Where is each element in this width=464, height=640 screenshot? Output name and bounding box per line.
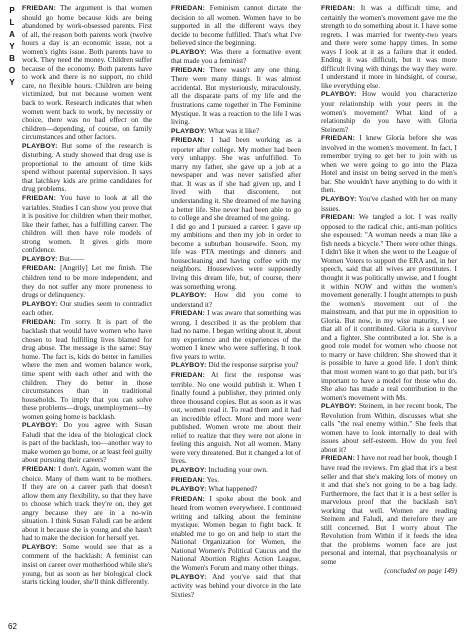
speaker-label: FRIEDAN:: [171, 476, 206, 484]
article-column-3: [321, 4, 457, 632]
paragraph-text: Was there a formative event that made you a feminist?: [171, 46, 301, 66]
speaker-label: FRIEDAN:: [22, 195, 57, 203]
article-column-2: [171, 4, 301, 632]
paragraph-text: Did the response surprise you?: [206, 360, 299, 370]
speaker-label: PLAYBOY:: [171, 127, 207, 135]
paragraph-text: What happened?: [206, 484, 258, 494]
speaker-label: PLAYBOY:: [22, 300, 58, 308]
continuation-text: (concluded on page 149): [384, 565, 457, 575]
paragraph: [171, 309, 301, 361]
paragraph: [22, 543, 152, 587]
paragraph: [171, 136, 301, 222]
speaker-label: FRIEDAN:: [22, 265, 57, 273]
speaker-label: PLAYBOY:: [22, 543, 58, 551]
paragraph: [22, 264, 152, 299]
paragraph-text: But——: [57, 253, 85, 263]
speaker-label: PLAYBOY:: [171, 48, 207, 56]
paragraph: [22, 300, 152, 318]
paragraph: [171, 573, 301, 600]
paragraph-text: Some would see that as a comment of the backlash: A feminist can insist on career over motherhood while she's young, but as soon as her biological clock starts ticking louder, she'll think differently.: [22, 541, 152, 587]
paragraph-text: And you've said that that activity was behind your divorce in the late Sixties?: [171, 571, 301, 599]
speaker-label: FRIEDAN:: [22, 318, 57, 326]
paragraph-text: Feminism cannot dictate the decision to all women. Women have to be supported in all the different ways they decide to become fulfilled. That's what I've believed since the beginning.: [171, 4, 301, 48]
paragraph: [171, 495, 301, 573]
speaker-label: FRIEDAN:: [171, 66, 206, 74]
paragraph-text: You have to look at all the variables. Studies I can show you prove that it is positive for children when their mother, like their father, has a fulfilling career. The children will then have role models of strong women. It gives girls more confidence.: [22, 193, 152, 255]
page-number: 62: [8, 622, 17, 631]
speaker-label: FRIEDAN:: [321, 455, 356, 463]
paragraph: [171, 371, 301, 466]
speaker-label: PLAYBOY:: [171, 486, 207, 494]
magazine-name-vertical: [6, 6, 18, 90]
paragraph-text: There wasn't any one thing. There were many things. It was almost accidental. But mysteriously, miraculously, all the disparate parts of my life and the frustrations came together in The Feminine Mystique. It was a reaction to the life I was living.: [171, 64, 301, 127]
paragraph-text: How did you come to understand it?: [171, 290, 301, 309]
paragraph: [321, 134, 457, 195]
speaker-label: FRIEDAN:: [22, 5, 57, 12]
speaker-label: PLAYBOY:: [171, 292, 207, 300]
paragraph: [22, 465, 152, 543]
paragraph: [321, 402, 457, 454]
paragraph: [22, 318, 152, 422]
paragraph-text: How would you characterize your relationship with your peers in the women's movement? What kind of a relationship do you have with Gloria Steinem?: [321, 89, 457, 134]
speaker-label: PLAYBOY:: [22, 255, 58, 263]
paragraph: [22, 194, 152, 255]
paragraph: [171, 291, 301, 309]
speaker-label: FRIEDAN:: [321, 214, 356, 222]
paragraph-text: I spoke about the book and heard from women everywhere. I continued writing and talking about the feminine mystique. Women began to fight back. It enabled me to go on and help to start the National Organization for Women, the National Women's Political Caucus and the National Abortion Rights Action League, the Women's Forum and many other things.: [171, 493, 301, 572]
paragraph-text: I'm sorry. It is part of the backlash that would have women who have chosen to lead fulfilling lives blamed for drug abuse. The message is the same: Stay home. The fact is, kids do better in families where the men and women balance work, time spent with each other and with the children. They do better in those circumstances than in traditional households. To imply that you can solve these problems—drugs, unemployment—by women going home is backlash.: [22, 316, 152, 421]
paragraph-text: I have not read her book, though I have read the reviews. I'm glad that it's a best seller and that she's making lots of money on it and that she's not going to be a bag lady. Furthermore, the fact that it is a best seller is marvelous proof that the backlash isn't working that well. Women are reading Steinem and Faludi, and therefore they are still concerned. But I worry about The Revolution from Within if it feeds the idea that the problems women face are just personal and internal, that psychoanalysis or some: [321, 453, 457, 566]
speaker-label: PLAYBOY:: [171, 466, 207, 474]
speaker-label: PLAYBOY:: [22, 142, 58, 150]
paragraph-text: Steinem, in her recent book, The Revolution from Within, discusses what she calls "the real enemy within." She feels that women have to look internally to deal with issues about self-esteem. How do you feel about it?: [321, 401, 457, 454]
paragraph: [171, 223, 301, 291]
article-column-1: [22, 4, 152, 632]
speaker-label: PLAYBOY:: [321, 91, 357, 99]
paragraph-text: [Angrily] Let me finish. The children tend to be more independent, and they do not suffer any more proneness to drugs or delinquency.: [22, 263, 152, 300]
paragraph-text: The argument is that women should go home because kids are being abandoned by work-obsessed parents. First of all, the reason both parents work (twelve hours a day is an economic issue, not a women's rights issue. Both parents have to work. They need the money. Children suffer because of the economy. Both parents have to work and there is no support, no child care, no flexible hours. Children are being victimized, but not because women went back to work. Research indicates that when women went back to work, by necessity or choice, there was no bad effect on the children—depending, of course, on family circumstances and other factors.: [22, 4, 152, 142]
speaker-label: PLAYBOY:: [171, 362, 207, 370]
speaker-label: PLAYBOY:: [321, 196, 357, 204]
paragraph-text: I had been working as a reporter after college. My mother had been very unhappy. She was unfulfilled. To marry my father, she gave up a job at a newspaper and was never satisfied after that. It was as if she had given up, and I lived with that discontent, not understanding it. She dreamed of me having a better life. She never had been able to go to college and she dreamed of me going.: [171, 135, 301, 223]
paragraph: [321, 454, 457, 566]
speaker-label: FRIEDAN:: [321, 135, 356, 143]
paragraph-text: Do you agree with Susan Faludi that the idea of the biological clock is part of the backlash, too—another way to make women go home, or at least feel guilty about pursuing their careers?: [22, 420, 152, 465]
speaker-label: FRIEDAN:: [321, 5, 356, 12]
paragraph: [171, 66, 301, 127]
speaker-label: FRIEDAN:: [171, 495, 206, 503]
paragraph-text: It was a difficult time, and certainly the women's movement gave me the strength to do something about it. I have some regrets. I was married for twenty-two years and there were some happy times. In some ways I look at it as a failure that it ended. Ending it was difficult, but it was more difficult living with things the way they were. I understand it more in hindsight, of course, like everything else.: [321, 4, 457, 90]
speaker-label: PLAYBOY:: [171, 573, 207, 581]
continuation-text: I did go and I pursued a career. I gave up my ambitions and then my job in order to become a suburban housewife. Soon, my life was PTA meetings and dinners and housecleaning and having coffee with my neighbors. Housewives were supposedly living this dream life, but, of course, there was something wrong.: [171, 221, 301, 291]
paragraph-text: I don't. Again, women want the choice. Many of them want to be mothers. If they are on a career path that doesn't allow them any flexibility, so that they have to choose which track they're on, they get angry because they are in a no-win situation. I think Susan Faludi can be ardent about it because she is young and she hasn't had to make the decision for herself yet.: [22, 463, 152, 543]
paragraph: [171, 4, 301, 48]
paragraph-text: You've clashed with her on many issues.: [321, 194, 457, 213]
speaker-label: FRIEDAN:: [171, 5, 206, 12]
paragraph: [171, 48, 301, 66]
paragraph-text: Including your own.: [206, 464, 268, 474]
speaker-label: FRIEDAN:: [171, 137, 206, 145]
paragraph-text: Our studies seem to contradict each other.: [22, 298, 152, 318]
paragraph-text: At first the response was terrible. No one would publish it. When I finally found a publisher, they printed only three thousand copies. But as soon as it was out, women read it. To read them and it had an incredible effect. More and more were published. Women wrote me about their relief to realize that they were not alone in feeling this anguish. Not all women. Many were very threatened. But it changed a lot of lives.: [171, 369, 301, 466]
paragraph: [22, 421, 152, 465]
magazine-name: PLAYBOY: [7, 6, 17, 90]
paragraph: [321, 90, 457, 134]
paragraph-text: What was it like?: [206, 125, 260, 135]
paragraph: [321, 567, 457, 576]
speaker-label: PLAYBOY:: [321, 403, 357, 411]
speaker-label: FRIEDAN:: [171, 310, 206, 318]
paragraph: [321, 4, 457, 90]
speaker-label: FRIEDAN:: [171, 371, 206, 379]
paragraph: [22, 142, 152, 194]
speaker-label: FRIEDAN:: [22, 465, 57, 473]
paragraph-text: But some of the research is disturbing. A study showed that drug use is proportional to the amount of time kids spend without parental supervision. It says that latchkey kids are prime candidates for drug problems.: [22, 140, 152, 194]
paragraph-text: I knew Gloria before she was involved in the women's movement. In fact, I remember trying to get her to join with us when we were going to go into the Plaza Hotel and insist on being served in the men's bar. She wouldn't have anything to do with it then.: [321, 133, 457, 195]
paragraph-text: We tangled a lot. I was really opposed to the radical chic, anti-man politics she espoused: "A woman needs a man like a fish needs a bicycle." There were other things. I didn't like it when she went to the League of Women Voters to support the ERA and, in her speech, said that all wives are prostitutes. I thought it was politically unwise, and I fought it within NOW and within the women's movement generally. I fought attempts to push the women's movement out of the mainstream, and that put me in opposition to Gloria. But now, in my wise maturity, I see that all of it contributed. Gloria is a survivor and a fighter. She contributed a lot. She is a good role model for women who choose not to marry or have children. She showed that it is possible to have a good life. I don't think that most women want to go that path, but it's important to have a model for those who do. She also has made a real contribution to the women's movement with Ms.: [321, 212, 457, 402]
paragraph: [171, 466, 301, 476]
paragraph: [321, 213, 457, 402]
paragraph: [22, 4, 152, 142]
paragraph: [321, 195, 457, 213]
paragraph-text: Yes.: [205, 474, 220, 484]
speaker-label: PLAYBOY:: [22, 422, 58, 430]
paragraph-text: I was aware that something was wrong. I described it as the problem that had no name. I began writing about it, about my experience and the experiences of the women I knew who were suffering. It took five years to write.: [171, 308, 301, 361]
